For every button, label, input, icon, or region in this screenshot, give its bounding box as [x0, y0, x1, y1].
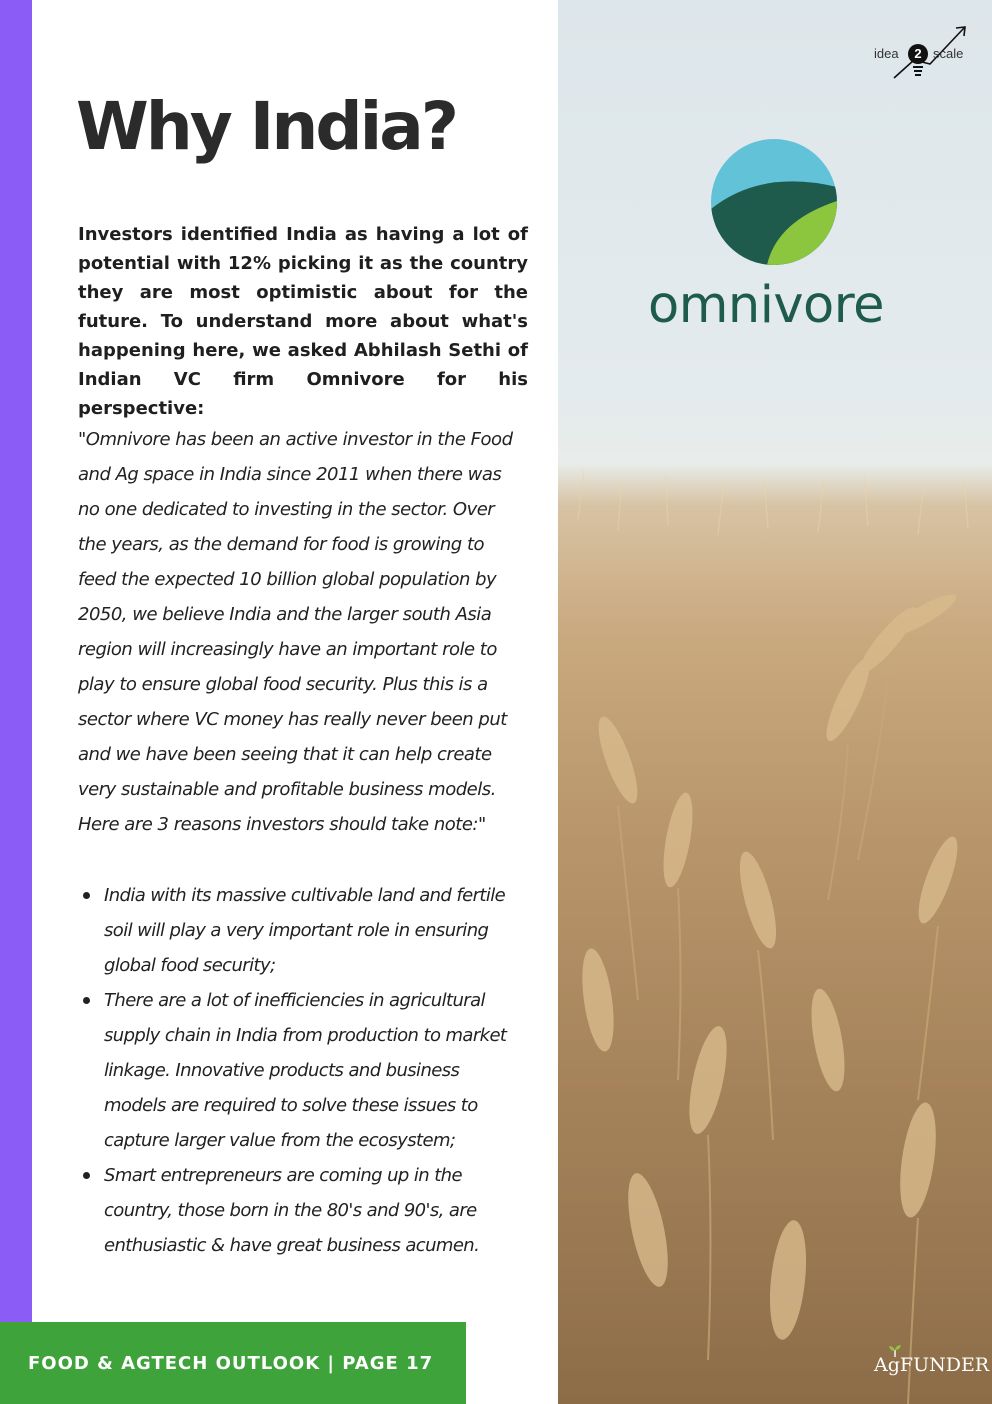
article-column: [32, 0, 558, 1404]
agfunder-logo: [874, 1354, 989, 1376]
list-item: [78, 1158, 518, 1263]
idea2scale-scale: scale: [933, 46, 964, 61]
list-item: [78, 983, 518, 1158]
page-title: Why India?: [76, 88, 457, 165]
intro-paragraph: Investors identified India as having a lot of potential with 12% picking it as the country they are most optimistic about for the future. To understand more about what's happening here, we asked Abhilash Sethi of Indian VC firm Omnivore for his perspective:: [78, 224, 528, 419]
list-item: [78, 878, 518, 983]
bullet-icon: [83, 997, 90, 1004]
list-item-text: Smart entrepreneurs are coming up in the country, those born in the 80's and 90's, are enthusiastic & have great business acumen.: [104, 1165, 480, 1256]
list-item-text: There are a lot of inefficiencies in agricultural supply chain in India from production to market linkage. Innovative products and business models are required to solve these issues to capture larger value from the ecosystem;: [104, 990, 507, 1151]
omnivore-wordmark: omnivore: [648, 276, 884, 335]
omnivore-logo-icon: [711, 139, 837, 265]
bullet-icon: [83, 892, 90, 899]
idea2scale-idea: idea: [874, 46, 899, 61]
idea2scale-logo: [868, 20, 972, 84]
bullet-icon: [83, 1172, 90, 1179]
accent-bar: [0, 0, 32, 1404]
reasons-list: [78, 878, 518, 1263]
sprout-icon: [888, 1345, 902, 1357]
agfunder-wordmark: AgFUNDER: [874, 1354, 990, 1376]
quote-paragraph: "Omnivore has been an active investor in the Food and Ag space in India since 2011 when there was no one dedicated to investing in the sector. Over the years, as the demand for food is growing to feed the expected 10 billion global population by 2050, we believe India and the larger south Asia region will increasingly have an important role to play to ensure global food security. Plus this is a sector where VC money has really never been put and we have been seeing that it can help create very sustainable and profitable business models. Here are 3 reasons investors should take note:": [78, 429, 513, 835]
list-item-text: India with its massive cultivable land and fertile soil will play a very important role in ensuring global food security;: [104, 885, 506, 976]
footer-label: FOOD & AGTECH OUTLOOK | PAGE 17: [28, 1353, 434, 1374]
idea2scale-number: 2: [908, 44, 928, 64]
footer-bar: [0, 1322, 466, 1404]
